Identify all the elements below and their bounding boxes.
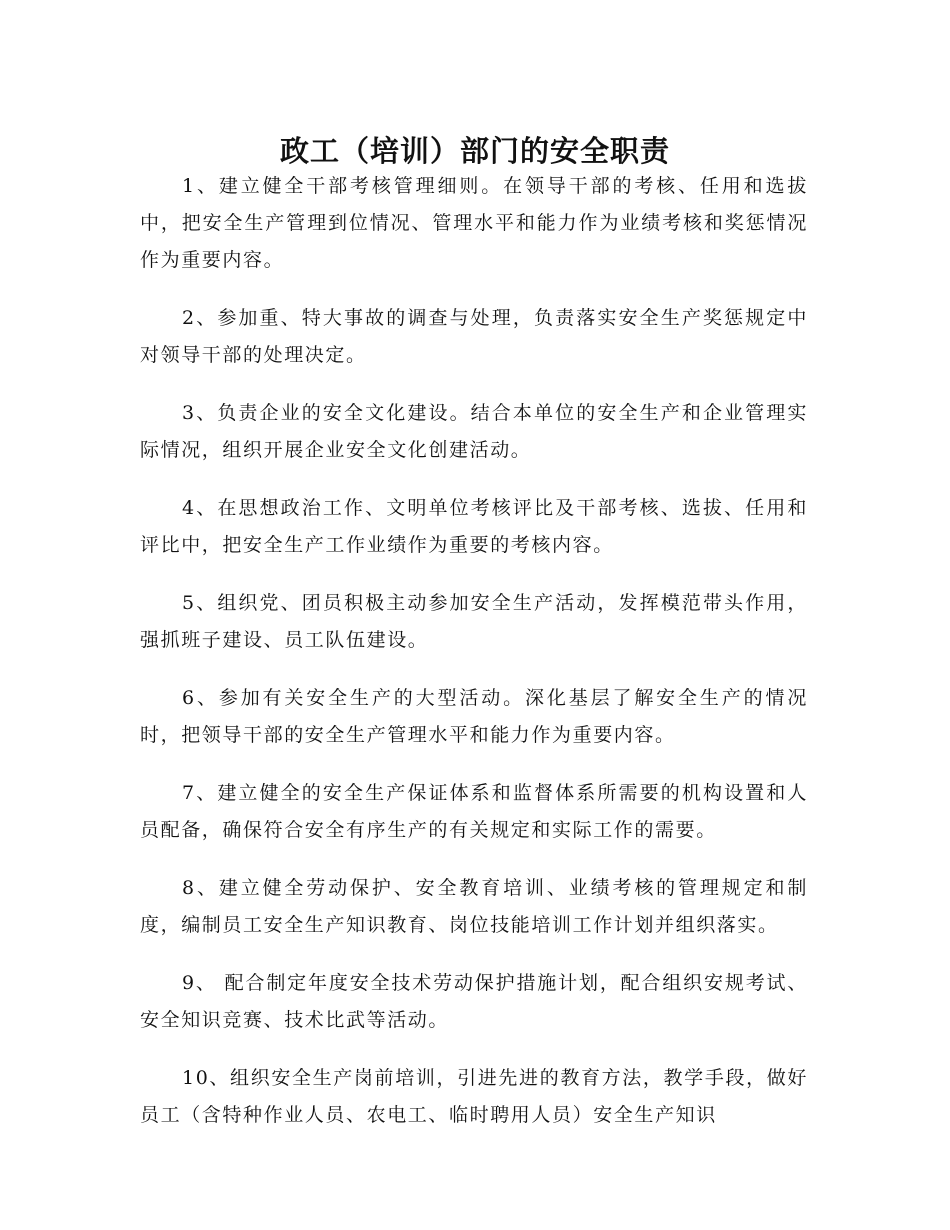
paragraph-9: 9、 配合制定年度安全技术劳动保护措施计划，配合组织安规考试、安全知识竞赛、技术比武等活动。 (140, 972, 808, 1031)
paragraph-2: 2、参加重、特大事故的调查与处理，负责落实安全生产奖惩规定中对领导干部的处理决定。 (140, 307, 808, 366)
document-body (140, 168, 808, 1155)
paragraph-8: 8、建立健全劳动保护、安全教育培训、业绩考核的管理规定和制度，编制员工安全生产知识教育、岗位技能培训工作计划并组织落实。 (140, 877, 808, 936)
paragraph-6: 6、参加有关安全生产的大型活动。深化基层了解安全生产的情况时，把领导干部的安全生产管理水平和能力作为重要内容。 (140, 687, 808, 746)
paragraph-5: 5、组织党、团员积极主动参加安全生产活动，发挥模范带头作用，强抓班子建设、员工队伍建设。 (140, 592, 808, 651)
paragraph-4: 4、在思想政治工作、文明单位考核评比及干部考核、选拔、任用和评比中，把安全生产工作业绩作为重要的考核内容。 (140, 497, 808, 556)
paragraph-10: 10、组织安全生产岗前培训，引进先进的教育方法，教学手段，做好员工（含特种作业人员、农电工、临时聘用人员）安全生产知识 (140, 1067, 808, 1126)
paragraph-1: 1、建立健全干部考核管理细则。在领导干部的考核、任用和选拔中，把安全生产管理到位情况、管理水平和能力作为业绩考核和奖惩情况作为重要内容。 (140, 175, 808, 271)
page-title: 政工（培训）部门的安全职责 (279, 134, 670, 169)
paragraph-3: 3、负责企业的安全文化建设。结合本单位的安全生产和企业管理实际情况，组织开展企业安全文化创建活动。 (140, 402, 808, 461)
paragraph-7: 7、建立健全的安全生产保证体系和监督体系所需要的机构设置和人员配备，确保符合安全有序生产的有关规定和实际工作的需要。 (140, 782, 808, 841)
